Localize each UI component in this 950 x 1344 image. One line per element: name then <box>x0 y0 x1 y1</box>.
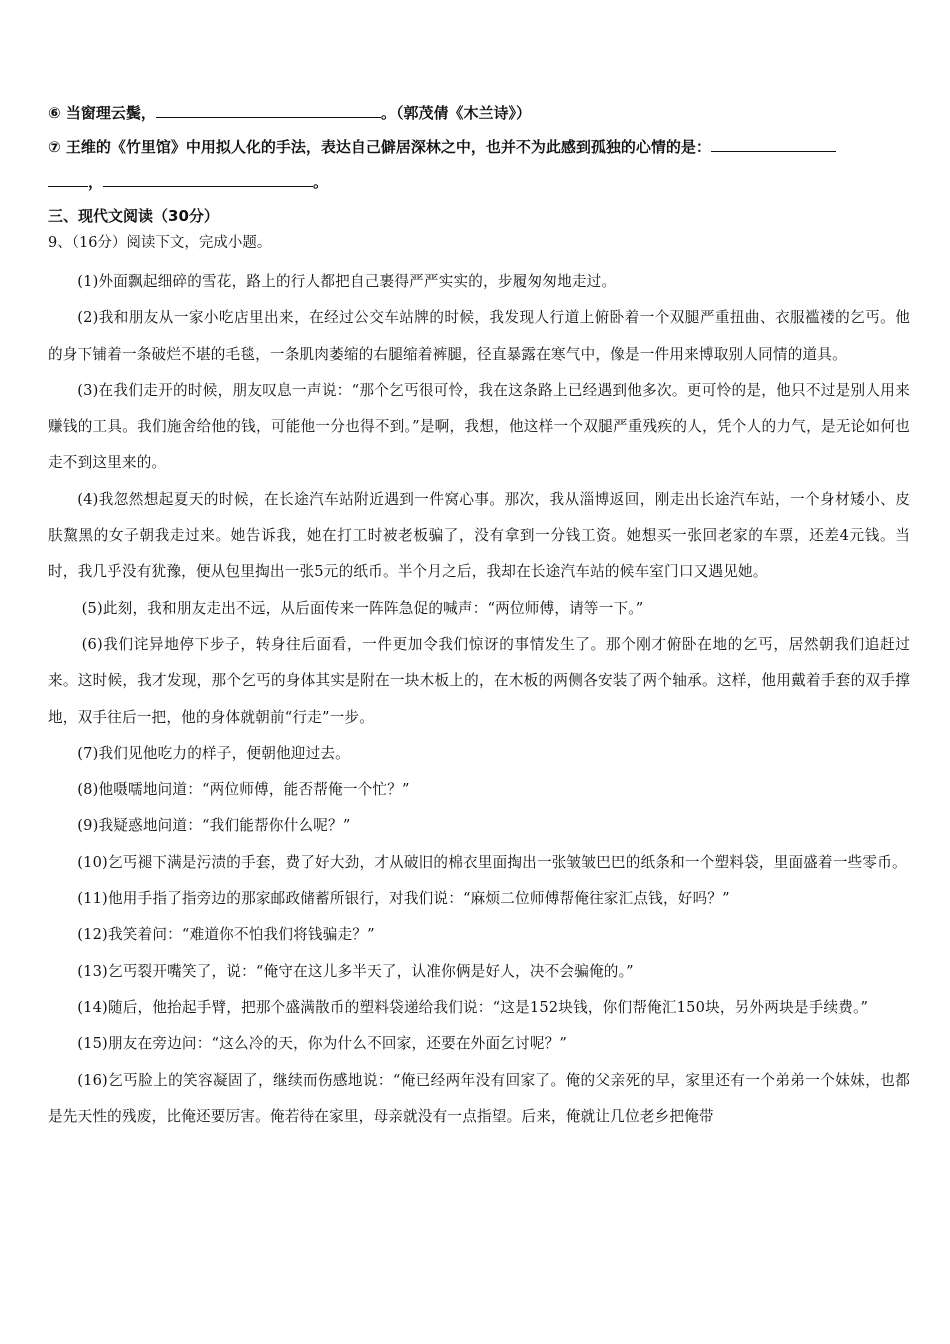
paragraph-16: (16)乞丐脸上的笑容凝固了，继续而伤感地说：“俺已经两年没有回家了。俺的父亲死的早，家里还有一个弟弟一个妹妹，也都是先天性的残废，比俺还要厉害。俺若待在家里，母亲就没有一点指望。后来，俺就让几位老乡把俺带 <box>48 1071 910 1125</box>
item-6-prefix: ⑥ 当窗理云鬓， <box>48 104 156 122</box>
item-6-answer-blank[interactable] <box>156 102 381 118</box>
item-7-prefix: ⑦ 王维的《竹里馆》中用拟人化的手法，表达自己僻居深林之中，也并不为此感到孤独的心情的是： <box>48 138 711 156</box>
paragraph-14: (14)随后，他抬起手臂，把那个盛满散币的塑料袋递给我们说：“这是152块钱，你们帮俺汇150块，另外两块是手续费。” <box>77 998 869 1016</box>
paragraph-15: (15)朋友在旁边问：“这么冷的天，你为什么不回家，还要在外面乞讨呢？” <box>77 1035 568 1053</box>
paragraph-12: (12)我笑着问：“难道你不怕我们将钱骗走？” <box>77 926 375 944</box>
paragraph-8: (8)他嗫嚅地问道：“两位师傅，能否帮俺一个忙？” <box>77 781 410 799</box>
fill-in-item-7 <box>48 136 908 158</box>
paragraph-10: (10)乞丐褪下满是污渍的手套，费了好大劲，才从破旧的棉衣里面掏出一张皱皱巴巴的纸条和一个塑料袋，里面盛着一些零币。 <box>77 853 907 871</box>
reading-passage <box>48 264 910 1135</box>
paragraph-1: (1)外面飘起细碎的雪花，路上的行人都把自己裹得严严实实的，步履匆匆地走过。 <box>77 273 617 290</box>
paragraph-4: (4)我忽然想起夏天的时候，在长途汽车站附近遇到一件窝心事。那次，我从淄博返回，刚走出长途汽车站，一个身材矮小、皮肤黧黑的女子朝我走过来。她告诉我，她在打工时被老板骗了，没有拿到一分钱工资。她想买一张回老家的车票，还差4元钱。当时，我几乎没有犹豫，便从包里掏出一张5元的纸币。半个月之后，我却在长途汽车站的候车室门口又遇见她。 <box>48 490 910 581</box>
item-7-answer-blank-1-tail[interactable] <box>48 171 88 187</box>
paragraph-6: (6)我们诧异地停下步子，转身往后面看，一件更加令我们惊讶的事情发生了。那个刚才俯卧在地的乞丐，居然朝我们追赶过来。这时候，我才发现，那个乞丐的身体其实是附在一块木板上的，在木板的两侧各安装了两个轴承。这样，他用戴着手套的双手撑地，双手往后一把，他的身体就朝前“行走”一步。 <box>48 635 910 726</box>
question-intro: 9、（16分）阅读下文，完成小题。 <box>48 235 272 251</box>
item-7-suffix: 。 <box>313 173 329 191</box>
paragraph-13: (13)乞丐裂开嘴笑了，说：“俺守在这儿多半天了，认准你俩是好人，决不会骗俺的。” <box>77 962 634 980</box>
item-7-answer-blank-1[interactable] <box>711 136 836 152</box>
paragraph-11: (11)他用手指了指旁边的那家邮政储蓄所银行，对我们说：“麻烦二位师傅帮俺往家汇点钱，好吗？” <box>77 890 730 908</box>
section-title: 三、现代文阅读（30分） <box>48 207 219 225</box>
fill-in-item-6 <box>48 102 908 124</box>
item-7-answer-blank-2[interactable] <box>103 171 313 187</box>
item-7-middle: ， <box>88 173 104 191</box>
paragraph-7: (7)我们见他吃力的样子，便朝他迎过去。 <box>77 744 350 762</box>
paragraph-3: (3)在我们走开的时候，朋友叹息一声说：“那个乞丐很可怜，我在这条路上已经遇到他多次。更可怜的是，他只不过是别人用来赚钱的工具。我们施舍给他的钱，可能他一分也得不到。”是啊，我想，他这样一个双腿严重残疾的人，凭个人的力气，是无论如何也走不到这里来的。 <box>48 381 910 472</box>
item-6-suffix: 。（郭茂倩《木兰诗》） <box>380 104 531 122</box>
paragraph-9: (9)我疑惑地问道：“我们能帮你什么呢？” <box>77 817 351 835</box>
fill-in-item-7-continued <box>48 171 908 193</box>
paragraph-2: (2)我和朋友从一家小吃店里出来，在经过公交车站牌的时候，我发现人行道上俯卧着一个双腿严重扭曲、衣服褴褛的乞丐。他的身下铺着一条破烂不堪的毛毯，一条肌肉萎缩的右腿缩着裤腿，径直暴露在寒气中，像是一件用来博取别人同情的道具。 <box>48 309 910 363</box>
paragraph-5: (5)此刻，我和朋友走出不远，从后面传来一阵阵急促的喊声：“两位师傅，请等一下。” <box>81 599 644 617</box>
